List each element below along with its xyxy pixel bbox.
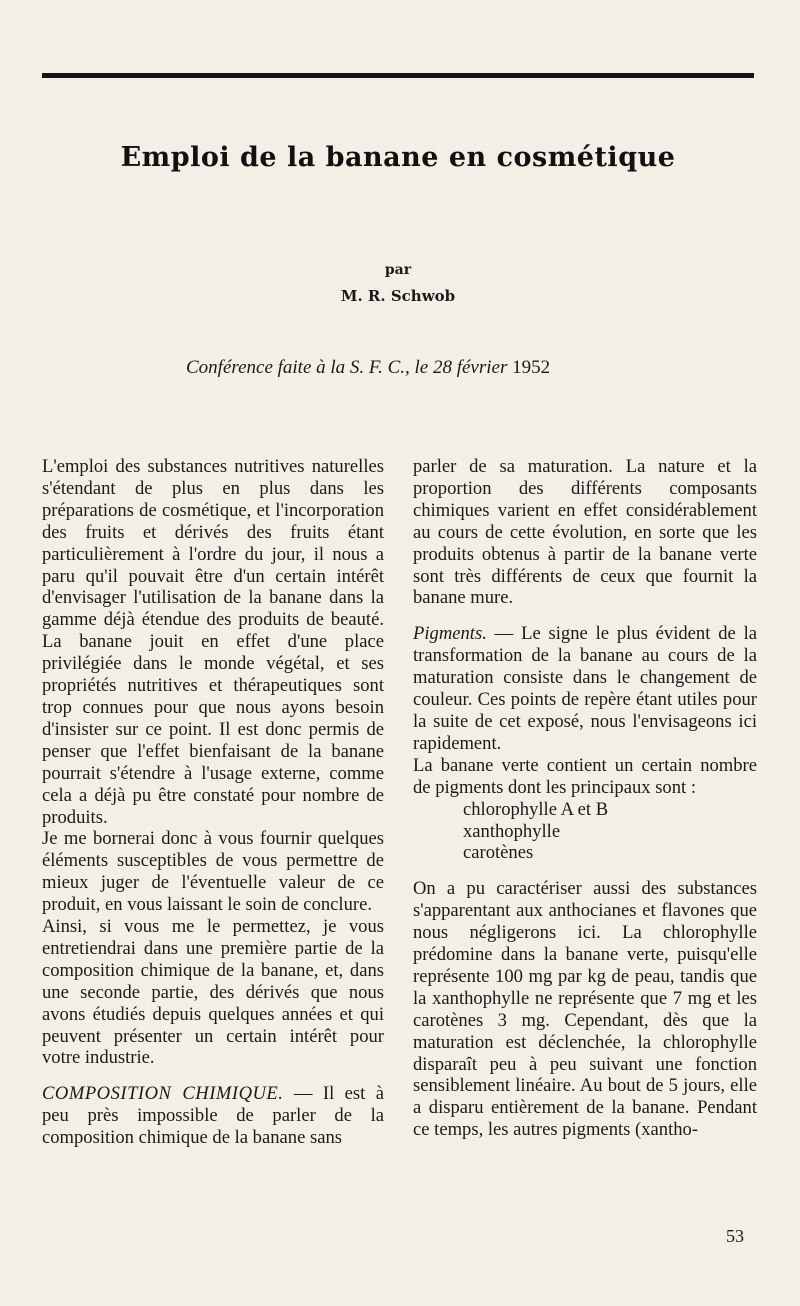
pigment-list xyxy=(413,799,757,865)
composition-paragraph xyxy=(42,1083,384,1149)
left-column xyxy=(42,456,384,1149)
author-name: M. R. Schwob xyxy=(340,287,456,305)
pigment-item: chlorophylle A et B xyxy=(463,798,609,820)
top-rule xyxy=(42,73,754,78)
green-banana-paragraph: La banane verte contient un certain nombre de pigments dont les principaux sont : xyxy=(413,754,757,798)
pigments-heading: Pigments. xyxy=(413,623,487,645)
pigments-text: — Le signe le plus évident de la transformation de la banane au cours de la maturation consiste dans le changement de couleur. Ces points de repère étant utiles pour la suite de cet exposé, nous l'envisageons ici rapidement. xyxy=(413,623,757,754)
composition-text: — Il est à peu près impossible de parler de la composition chimique de la banane sans xyxy=(42,1083,385,1149)
intro-paragraph: L'emploi des substances nutritives naturelles s'étendant de plus en plus dans les préparations de cosmétique, et l'incorporation des fruits et dérivés des fruits étant particulièrement à l'ordre du jour, il nous a paru qu'il pouvait être d'un certain intérêt d'envisager l'utilisation de la banane dans la gamme déjà étendue des produits de beauté. La banane jouit en effet d'une place privilégiée dans le monde végétal, et ses propriétés nutritives et thérapeutiques sont trop connues pour que nous ayons besoin d'insister sur ce point. Il est donc permis de penser que l'effet bienfaisant de la banane pourrait s'étendre à l'usage externe, comme cela a déjà pu être constaté pour nombre de produits. xyxy=(42,456,384,828)
byline-par: par xyxy=(384,262,412,278)
plan-paragraph: Ainsi, si vous me le permettez, je vous entretiendrai dans une première partie de la composition chimique de la banane, et, dans une seconde partie, des dérivés que nous avons étudiés depuis quelques années et qui peuvent présenter un certain intérêt pour votre industrie. xyxy=(42,916,384,1069)
article-title: Emploi de la banane en cosmétique xyxy=(120,142,676,173)
page-number: 53 xyxy=(726,1226,744,1246)
conference-year: 1952 xyxy=(512,357,551,378)
right-column xyxy=(413,456,757,1141)
chlorophyll-paragraph: On a pu caractériser aussi des substances s'apparentant aux anthocianes et flavones que nous négligerons ici. La chlorophylle prédomine dans la banane verte, puisqu'elle représente 100 mg par kg de peau, tandis que la xanthophylle ne représente que 7 mg et les carotènes 3 mg. Cependant, dès que la maturation est déclenchée, la chlorophylle disparaît peu à peu suivant une fonction sensiblement linéaire. Au bout de 5 jours, elle a disparu entièrement de la banane. Pendant ce temps, les autres pigments (xantho- xyxy=(413,878,757,1141)
pigment-item: carotènes xyxy=(463,842,534,864)
pigments-paragraph xyxy=(413,623,757,754)
conference-text: Conférence faite à la S. F. C., le 28 février xyxy=(186,357,508,378)
maturation-paragraph: parler de sa maturation. La nature et la proportion des différents composants chimiques varient en effet considérablement au cours de cette évolution, en sorte que les produits obtenus à partir de la banane verte sont très différents de ceux que fournit la banane mure. xyxy=(413,456,757,609)
pigment-item: xanthophylle xyxy=(463,820,561,842)
conference-note xyxy=(186,357,746,379)
composition-heading: COMPOSITION CHIMIQUE. xyxy=(42,1083,284,1105)
scope-paragraph: Je me bornerai donc à vous fournir quelques éléments susceptibles de vous permettre de mieux juger de l'éventuelle valeur de ce produit, en vous laissant le soin de conclure. xyxy=(42,828,384,916)
